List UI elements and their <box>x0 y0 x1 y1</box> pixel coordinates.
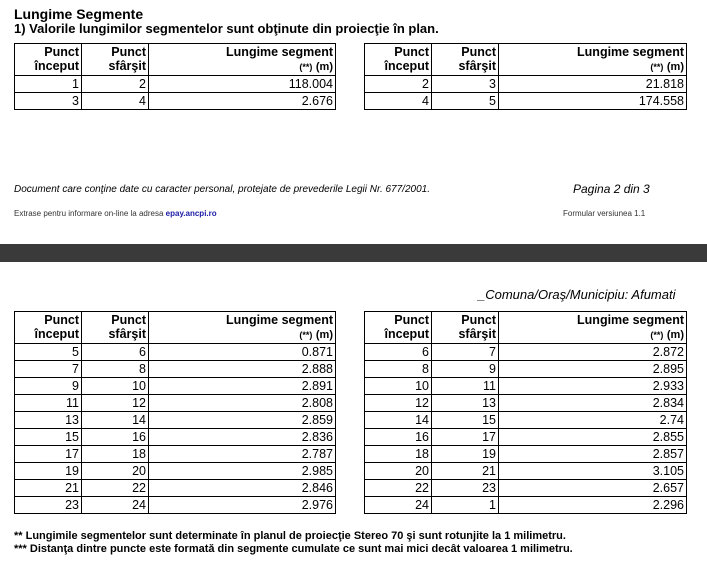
table-row <box>15 446 336 463</box>
segments-table-left-p1 <box>14 43 336 110</box>
cell-start-point: 1 <box>15 76 82 93</box>
footnote-rounding: ** Lungimile segmentelor sunt determinate în planul de proiecţie Stereo 70 şi sunt rotunjite la 1 milimetru. <box>14 530 566 542</box>
cell-end-point: 17 <box>432 429 499 446</box>
cell-segment-length: 2.872 <box>499 344 687 361</box>
table-header <box>365 44 687 76</box>
header-segment-length: Lungime segment (**) (m) <box>149 312 336 344</box>
table-body <box>365 344 687 514</box>
segments-table-left-p2 <box>14 311 336 514</box>
cell-segment-length: 174.558 <box>499 93 687 110</box>
cell-end-point: 7 <box>432 344 499 361</box>
cell-start-point: 7 <box>15 361 82 378</box>
extrase-note: Extrase pentru informare on-line la adresa epay.ancpi.ro <box>14 209 217 218</box>
table-row <box>365 429 687 446</box>
cell-end-point: 6 <box>82 344 149 361</box>
cell-start-point: 19 <box>15 463 82 480</box>
table-row <box>365 395 687 412</box>
cell-end-point: 24 <box>82 497 149 514</box>
table-row <box>365 412 687 429</box>
cell-end-point: 14 <box>82 412 149 429</box>
cell-start-point: 22 <box>365 480 432 497</box>
table-row <box>365 497 687 514</box>
table-row <box>15 344 336 361</box>
cell-end-point: 16 <box>82 429 149 446</box>
cell-segment-length: 2.74 <box>499 412 687 429</box>
form-version: Formular versiunea 1.1 <box>563 209 646 218</box>
footer-legal-note: Document care conţine date cu caracter personal, protejate de prevederile Legii Nr. 677/2001. <box>14 184 430 195</box>
cell-end-point: 8 <box>82 361 149 378</box>
table-row <box>15 93 336 110</box>
header-end-point: Punct sfârşit <box>432 312 499 344</box>
table-row <box>365 76 687 93</box>
cell-end-point: 22 <box>82 480 149 497</box>
cell-segment-length: 2.891 <box>149 378 336 395</box>
header-start-point: Punct început <box>15 312 82 344</box>
cell-start-point: 15 <box>15 429 82 446</box>
cell-segment-length: 2.834 <box>499 395 687 412</box>
table-row <box>15 429 336 446</box>
cell-segment-length: 2.895 <box>499 361 687 378</box>
cell-end-point: 2 <box>82 76 149 93</box>
table-row <box>15 378 336 395</box>
cell-end-point: 5 <box>432 93 499 110</box>
table-row <box>15 463 336 480</box>
cell-start-point: 11 <box>15 395 82 412</box>
cell-start-point: 4 <box>365 93 432 110</box>
table-row <box>365 463 687 480</box>
cell-start-point: 6 <box>365 344 432 361</box>
table-row <box>15 497 336 514</box>
cell-start-point: 20 <box>365 463 432 480</box>
header-segment-length: Lungime segment (**) (m) <box>499 312 687 344</box>
table-body <box>15 76 336 110</box>
cell-start-point: 8 <box>365 361 432 378</box>
cell-segment-length: 2.857 <box>499 446 687 463</box>
footnotes <box>14 530 573 556</box>
cell-segment-length: 2.296 <box>499 497 687 514</box>
table-row <box>15 412 336 429</box>
cell-start-point: 5 <box>15 344 82 361</box>
header-segment-length: Lungime segment (**) (m) <box>149 44 336 76</box>
cell-end-point: 21 <box>432 463 499 480</box>
cell-start-point: 3 <box>15 93 82 110</box>
cell-start-point: 18 <box>365 446 432 463</box>
table-row <box>365 480 687 497</box>
cell-end-point: 12 <box>82 395 149 412</box>
cell-start-point: 17 <box>15 446 82 463</box>
cell-segment-length: 2.933 <box>499 378 687 395</box>
table-row <box>15 76 336 93</box>
cell-segment-length: 21.818 <box>499 76 687 93</box>
cell-start-point: 23 <box>15 497 82 514</box>
cell-segment-length: 2.985 <box>149 463 336 480</box>
cell-end-point: 3 <box>432 76 499 93</box>
cell-segment-length: 2.836 <box>149 429 336 446</box>
table-row <box>365 93 687 110</box>
cell-segment-length: 118.004 <box>149 76 336 93</box>
header-start-point: Punct început <box>15 44 82 76</box>
header-start-point: Punct început <box>365 44 432 76</box>
cell-end-point: 19 <box>432 446 499 463</box>
segments-table-right-p2 <box>364 311 687 514</box>
table-row <box>365 361 687 378</box>
cell-start-point: 13 <box>15 412 82 429</box>
page-separator <box>0 244 707 262</box>
cell-segment-length: 2.657 <box>499 480 687 497</box>
cell-start-point: 12 <box>365 395 432 412</box>
header-start-point: Punct început <box>365 312 432 344</box>
cell-end-point: 20 <box>82 463 149 480</box>
cell-end-point: 9 <box>432 361 499 378</box>
epay-link[interactable]: epay.ancpi.ro <box>165 209 217 218</box>
header-end-point: Punct sfârşit <box>432 44 499 76</box>
table-body <box>365 76 687 110</box>
cell-segment-length: 2.676 <box>149 93 336 110</box>
cell-start-point: 14 <box>365 412 432 429</box>
cell-start-point: 10 <box>365 378 432 395</box>
table-row <box>15 395 336 412</box>
locality-label: _Comuna/Oraş/Municipiu: Afumati <box>478 287 676 302</box>
cell-segment-length: 2.787 <box>149 446 336 463</box>
cell-start-point: 21 <box>15 480 82 497</box>
cell-start-point: 24 <box>365 497 432 514</box>
cell-end-point: 23 <box>432 480 499 497</box>
table-row <box>365 344 687 361</box>
cell-end-point: 11 <box>432 378 499 395</box>
cell-segment-length: 2.855 <box>499 429 687 446</box>
cell-end-point: 10 <box>82 378 149 395</box>
header-end-point: Punct sfârşit <box>82 312 149 344</box>
footnote-cumulative: *** Distanţa dintre puncte este formată din segmente cumulate ce sunt mai mici decât valoarea 1 milimetru. <box>14 543 573 555</box>
table-row <box>365 378 687 395</box>
table-header <box>365 312 687 344</box>
cell-end-point: 18 <box>82 446 149 463</box>
cell-end-point: 13 <box>432 395 499 412</box>
cell-end-point: 15 <box>432 412 499 429</box>
cell-segment-length: 3.105 <box>499 463 687 480</box>
cell-start-point: 2 <box>365 76 432 93</box>
table-body <box>15 344 336 514</box>
table-row <box>365 446 687 463</box>
cell-end-point: 1 <box>432 497 499 514</box>
header-end-point: Punct sfârşit <box>82 44 149 76</box>
table-header <box>15 312 336 344</box>
cell-segment-length: 2.808 <box>149 395 336 412</box>
cell-segment-length: 2.888 <box>149 361 336 378</box>
table-header <box>15 44 336 76</box>
cell-start-point: 9 <box>15 378 82 395</box>
table-row <box>15 480 336 497</box>
page-title: Lungime Segmente <box>14 6 144 22</box>
segments-table-right-p1 <box>364 43 687 110</box>
page-number: Pagina 2 din 3 <box>573 182 650 196</box>
cell-segment-length: 0.871 <box>149 344 336 361</box>
cell-start-point: 16 <box>365 429 432 446</box>
table-row <box>15 361 336 378</box>
cell-segment-length: 2.976 <box>149 497 336 514</box>
header-segment-length: Lungime segment (**) (m) <box>499 44 687 76</box>
section-subtitle: 1) Valorile lungimilor segmentelor sunt obţinute din proiecţie în plan. <box>14 21 439 36</box>
cell-segment-length: 2.859 <box>149 412 336 429</box>
cell-end-point: 4 <box>82 93 149 110</box>
cell-segment-length: 2.846 <box>149 480 336 497</box>
